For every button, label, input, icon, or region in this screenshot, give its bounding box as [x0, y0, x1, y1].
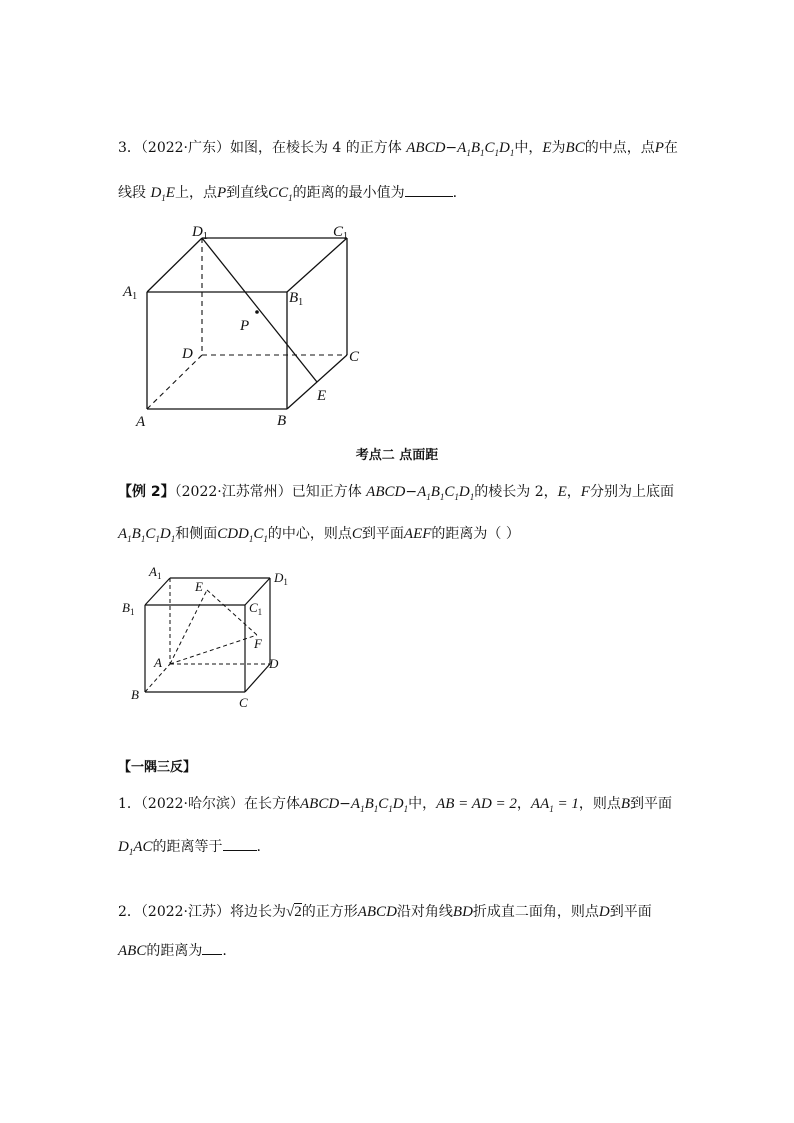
ex2-text: 分别为上底面 [589, 484, 674, 500]
math-f: F [580, 484, 590, 500]
math-e: E [557, 484, 567, 500]
math-cdd1c1: $CDD_1C_1$ [217, 526, 268, 544]
math-a1b1c1d1: $A_1B_1C_1D_1$ [350, 796, 409, 814]
math-a1b1c1d1: $A_1B_1C_1D_1$ [118, 526, 176, 544]
p1-line-2 [118, 836, 261, 862]
p2-text: 折成直二面角，则点 [472, 904, 599, 920]
p1-text: ，则点 [578, 796, 621, 812]
ex2-text: 的距离为（ ） [431, 526, 520, 542]
answer-blank[interactable] [202, 940, 222, 955]
q3-text: 为 [551, 140, 566, 156]
math-abc: ABC [118, 943, 147, 959]
q3-text: 上，点 [174, 185, 217, 201]
ex2-text: 和侧面 [175, 526, 218, 542]
dash: − [339, 796, 351, 812]
math-d1ac: $D_1AC$ [118, 839, 153, 857]
ex2-text: 的中心，则点 [267, 526, 352, 542]
q3-text: 到直线 [226, 185, 269, 201]
segment-d1e [202, 238, 317, 382]
math-abcd: ABCD [406, 140, 446, 156]
p2-text: 沿对角线 [396, 904, 453, 920]
hidden-edge [147, 355, 202, 409]
p2-text: 到平面 [609, 904, 652, 920]
p1-line-1 [118, 794, 672, 819]
math-abcd: ABCD [357, 904, 397, 920]
p2-text: 的正方形 [301, 904, 358, 920]
label-b1: $B_1$ [289, 290, 304, 308]
label-c: C [239, 695, 248, 710]
q3-text: 线段 [118, 185, 151, 201]
math-ab-ad: AB = AD = 2 [436, 796, 517, 812]
label-b1: $B_1$ [122, 600, 135, 617]
math-c: C [351, 526, 362, 542]
label-c: C [349, 349, 360, 365]
ex2-line-2 [118, 524, 520, 549]
math-abcd: ABCD [366, 484, 406, 500]
math-cc1: $CC_1$ [268, 185, 293, 203]
p1-text: 的距离等于 [152, 839, 223, 855]
cube-figure-2 [115, 560, 305, 715]
label-e: E [317, 388, 327, 404]
ex2-text: （2022·江苏常州）已知正方体 [174, 484, 367, 500]
math-aef: AEF [403, 526, 432, 542]
dash: − [405, 484, 418, 500]
math-sqrt2: √2 [286, 904, 302, 920]
q3-line-2 [118, 182, 457, 208]
math-p: P [216, 185, 227, 201]
label-a1: $A_1$ [149, 564, 162, 581]
p1-text: 中， [408, 796, 437, 812]
q3-text: 在 [663, 140, 678, 156]
ex2-text: ， [566, 484, 581, 500]
answer-blank[interactable] [223, 836, 257, 851]
q3-text: 的中点，点 [584, 140, 655, 156]
q3-text: 中， [514, 140, 543, 156]
ex2-text: 的棱长为 2， [474, 484, 558, 500]
point-p [255, 310, 259, 314]
edge [145, 578, 170, 605]
p1-text: 1．（2022·哈尔滨）在长方体 [118, 796, 300, 812]
p2-text: . [222, 943, 227, 959]
math-bd: BD [452, 904, 473, 920]
label-d1: $D_1$ [274, 570, 288, 587]
math-d1e: $D_1E$ [150, 185, 175, 203]
math-p: P [654, 140, 664, 156]
math-bc: BC [565, 140, 585, 156]
edge [245, 664, 270, 692]
math-aa1: $AA_1 = 1$ [530, 796, 579, 814]
segment-af [170, 635, 257, 664]
q3-text: . [452, 185, 458, 201]
label-d: D [182, 346, 193, 362]
label-b: B [277, 413, 287, 429]
label-f: F [254, 636, 262, 651]
label-c1: $C_1$ [333, 224, 349, 242]
section-heading: 考点二 点面距 [355, 448, 439, 463]
label-b: B [131, 687, 139, 702]
p1-text: 到平面 [630, 796, 673, 812]
q3-text: 3．（2022·广东）如图，在棱长为 4 的正方体 [118, 140, 407, 156]
p1-text: . [256, 839, 261, 855]
practice-heading: 【一隅三反】 [118, 760, 197, 775]
p2-line-2 [118, 940, 227, 961]
segment-ae [170, 590, 207, 664]
answer-blank[interactable] [405, 182, 453, 197]
label-c1: $C_1$ [249, 600, 263, 617]
p2-text: 的距离为 [146, 943, 203, 959]
math-b: B [620, 796, 631, 812]
label-d: D [269, 656, 279, 671]
dash: − [445, 140, 458, 156]
ex2-text: 到平面 [361, 526, 404, 542]
p2-text: 2．（2022·江苏）将边长为 [118, 904, 286, 920]
p2-line-1 [118, 902, 652, 922]
label-d1: $D_1$ [192, 224, 208, 242]
math-a1b1c1d1: $A_1B_1C_1D_1$ [417, 484, 475, 502]
label-a: A [154, 655, 162, 670]
math-abcd: ABCD [300, 796, 340, 812]
edge [147, 238, 202, 292]
q3-text: 的距离的最小值为 [292, 185, 405, 201]
p1-text: ， [516, 796, 531, 812]
q3-line-1 [118, 138, 678, 163]
math-a1b1c1d1: $A_1B_1C_1D_1$ [457, 140, 515, 158]
label-e: E [195, 579, 203, 594]
label-p: P [240, 318, 250, 334]
edge [287, 238, 347, 292]
cube-figure-1 [120, 220, 370, 435]
ex2-line-1 [118, 482, 674, 507]
math-e: E [542, 140, 552, 156]
example-label: 【例 2】 [118, 484, 175, 500]
label-a1: $A_1$ [123, 284, 138, 302]
label-a: A [136, 414, 146, 430]
math-d: D [598, 904, 610, 920]
